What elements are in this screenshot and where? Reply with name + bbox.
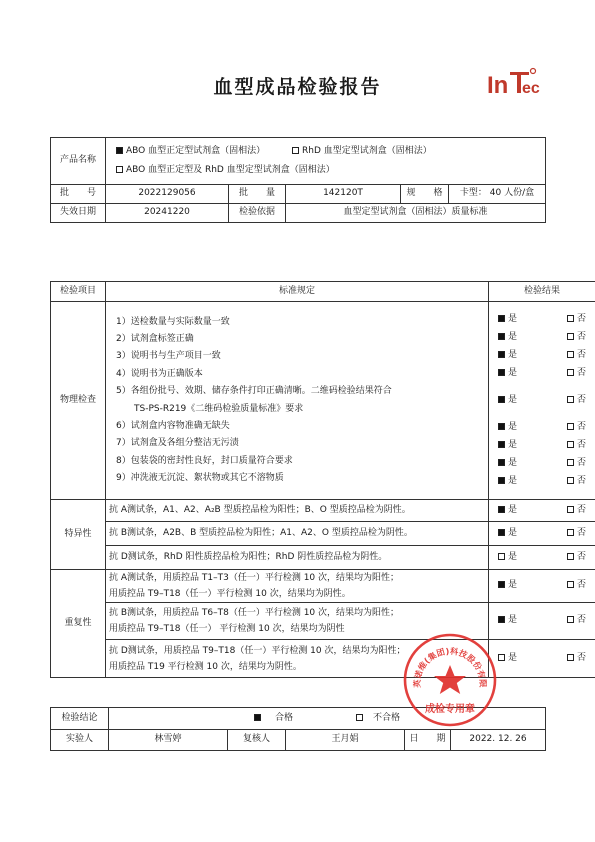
checkbox-checked-icon (498, 581, 505, 588)
product-option-abo: ABO 血型正定型试剂盒（固相法） (116, 146, 265, 156)
checkbox-checked-icon (498, 529, 505, 536)
col-header-result: 检验结果 (489, 282, 595, 302)
result-row: 是 否 (492, 365, 592, 383)
checkbox-unchecked-icon (356, 714, 363, 721)
inspection-seal (402, 632, 498, 732)
checkbox-unchecked-icon (567, 477, 574, 484)
quantity-label: 批 量 (229, 185, 286, 204)
standard-line: 5）各组份批号、效期、储存条件打印正确清晰。二维码检验结果符合 (116, 386, 392, 397)
product-option-abo-rhd: ABO 血型正定型及 RhD 血型定型试剂盒（固相法） (116, 165, 335, 175)
specificity-standard-b: 抗 B测试条，A2B、B 型质控品检为阳性；A1、A2、O 型质控品检为阴性。 (106, 522, 489, 546)
checkbox-unchecked-icon (498, 654, 505, 661)
standard-line: TS-PS-R219《二维码检验质量标准》要求 (134, 403, 304, 414)
conclusion-pass: 合格 (254, 713, 293, 723)
conclusion-fail: 不合格 (356, 713, 400, 723)
tester-value: 林雪婷 (109, 730, 228, 751)
spec-label: 规 格 (401, 185, 449, 204)
repeatability-standard-d: 抗 D测试条，用质控品 T9–T18（任一）平行检测 10 次，结果均为阳性； 用质控品 T19 平行检测 10 次，结果均为阴性。 (106, 640, 489, 678)
physical-check-label: 物理检查 (51, 302, 106, 500)
repeatability-result-a: 是 否 (489, 570, 595, 603)
checkbox-unchecked-icon (567, 396, 574, 403)
checkbox-unchecked-icon (567, 529, 574, 536)
checkbox-unchecked-icon (567, 369, 574, 376)
checkbox-unchecked-icon (567, 423, 574, 430)
specificity-standard-d: 抗 D测试条，RhD 阳性质控品检为阳性；RhD 阴性质控品检为阴性。 (106, 546, 489, 570)
col-header-standard: 标准规定 (106, 282, 489, 302)
checkbox-unchecked-icon (567, 441, 574, 448)
reviewer-label: 复核人 (228, 730, 286, 751)
date-value: 2022. 12. 26 (451, 730, 546, 751)
tester-label: 实验人 (51, 730, 109, 751)
product-options (106, 138, 546, 185)
report-title: 血型成品检验报告 (213, 76, 382, 98)
standard-line: 3）说明书与生产项目一致 (116, 351, 221, 362)
checkbox-checked-icon (498, 369, 505, 376)
expiry-value: 20241220 (106, 204, 229, 223)
repeatability-result-b: 是 否 (489, 603, 595, 640)
checkbox-unchecked-icon (567, 553, 574, 560)
basis-label: 检验依据 (229, 204, 286, 223)
checkbox-checked-icon (498, 423, 505, 430)
checkbox-unchecked-icon (567, 459, 574, 466)
col-header-item: 检验项目 (51, 282, 106, 302)
basis-value: 血型定型试剂盒（固相法）质量标准 (286, 204, 546, 223)
checkbox-unchecked-icon (567, 351, 574, 358)
checkbox-unchecked-icon (116, 166, 123, 173)
result-row: 是 否 (492, 455, 592, 473)
checkbox-unchecked-icon (567, 315, 574, 322)
result-row: 是 否 (492, 437, 592, 455)
standard-line: 4）说明书为正确版本 (116, 368, 203, 379)
quantity-value: 142120T (286, 185, 401, 204)
specificity-result-d: 是 否 (489, 546, 595, 570)
product-name-label: 产品名称 (51, 138, 106, 185)
checkbox-checked-icon (498, 396, 505, 403)
checkbox-unchecked-icon (567, 616, 574, 623)
checkbox-checked-icon (498, 506, 505, 513)
svg-text:ec: ec (522, 80, 540, 97)
standard-line: 9）冲洗液无沉淀、絮状物或其它不溶物质 (116, 473, 284, 484)
svg-text:贵州英诺维(集团)科技股份有限公司: 英诺维(集团)科技股份有限 (411, 645, 489, 688)
product-option-rhd: RhD 血型定型试剂盒（固相法） (292, 146, 432, 156)
result-row: 是 否 (492, 473, 592, 491)
checkbox-unchecked-icon (567, 506, 574, 513)
date-label: 日 期 (405, 730, 451, 751)
conclusion-label: 检验结论 (51, 708, 109, 730)
standard-line: 1）送检数量与实际数量一致 (116, 316, 230, 327)
checkbox-checked-icon (498, 315, 505, 322)
checkbox-checked-icon (498, 441, 505, 448)
physical-check-results (489, 302, 595, 500)
checkbox-checked-icon (116, 147, 123, 154)
checkbox-checked-icon (498, 333, 505, 340)
checkbox-unchecked-icon (498, 553, 505, 560)
product-info-table (50, 137, 546, 223)
checkbox-unchecked-icon (292, 147, 299, 154)
standard-line: 8）包装袋的密封性良好，封口质量符合要求 (116, 455, 293, 466)
checkbox-checked-icon (498, 616, 505, 623)
result-row: 是 否 (492, 347, 592, 365)
result-row: 是 否 (492, 419, 592, 437)
specificity-result-b: 是 否 (489, 522, 595, 546)
svg-text:In: In (487, 72, 509, 99)
svg-text:成检专用章: 成检专用章 (425, 704, 475, 715)
specificity-label: 特异性 (51, 500, 106, 570)
checkbox-checked-icon (254, 714, 261, 721)
repeatability-label: 重复性 (51, 570, 106, 678)
standard-line: 7）试剂盒及各组分整洁无污渍 (116, 438, 239, 449)
physical-check-standards (106, 302, 489, 500)
result-row: 是 否 (492, 329, 592, 347)
batch-value: 2022129056 (106, 185, 229, 204)
specificity-standard-a: 抗 A测试条，A1、A2、A₂B 型质控品检为阳性；B、O 型质控品检为阴性。 (106, 500, 489, 522)
expiry-label: 失效日期 (51, 204, 106, 223)
spec-value: 卡型： 40 人份/盒 (449, 185, 546, 204)
result-row: 是 否 (492, 311, 592, 329)
repeatability-standard-a: 抗 A测试条，用质控品 T1–T3（任一）平行检测 10 次，结果均为阳性； 用质控品 T9–T18（任一）平行检测 10 次，结果均为阴性。 (106, 570, 489, 603)
intec-logo (486, 62, 550, 106)
checkbox-unchecked-icon (567, 581, 574, 588)
checkbox-unchecked-icon (567, 654, 574, 661)
standard-line: 2）试剂盒标签正确 (116, 333, 194, 344)
standard-line: 6）试剂盒内容物准确无缺失 (116, 420, 230, 431)
checkbox-checked-icon (498, 477, 505, 484)
reviewer-value: 王月娟 (286, 730, 405, 751)
checkbox-checked-icon (498, 459, 505, 466)
repeatability-standard-b: 抗 B测试条，用质控品 T6–T8（任一）平行检测 10 次，结果均为阳性； 用质控品 T9–T18（任一） 平行检测 10 次，结果均为阴性 (106, 603, 489, 640)
checkbox-unchecked-icon (567, 333, 574, 340)
checkbox-checked-icon (498, 351, 505, 358)
result-row: 是 否 (492, 383, 592, 419)
repeatability-result-d: 是 否 (489, 640, 595, 678)
specificity-result-a: 是 否 (489, 500, 595, 522)
batch-label: 批 号 (51, 185, 106, 204)
inspection-table (50, 281, 595, 678)
